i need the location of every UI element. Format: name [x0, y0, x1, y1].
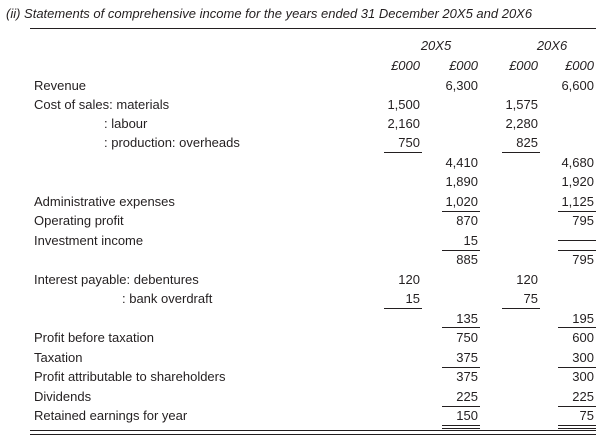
value-cell: 750 — [398, 135, 420, 150]
value-cell: 4,680 — [561, 155, 594, 170]
subtotal-rule — [384, 152, 422, 153]
value-cell: 225 — [456, 389, 478, 404]
top-rule — [30, 28, 596, 29]
row-label-profit-before-tax: Profit before taxation — [34, 330, 154, 345]
value-cell: 2,280 — [505, 116, 538, 131]
total-rule — [442, 425, 480, 426]
value-cell: 375 — [456, 369, 478, 384]
total-rule — [558, 428, 596, 429]
value-cell: 75 — [579, 408, 594, 423]
value-cell: 75 — [523, 291, 538, 306]
currency-header: £000 — [565, 58, 594, 73]
value-cell: 15 — [405, 291, 420, 306]
subtotal-rule — [442, 327, 480, 328]
value-cell: 1,125 — [561, 194, 594, 209]
subtotal-rule — [558, 327, 596, 328]
subtotal-rule — [558, 406, 596, 407]
value-cell: 225 — [572, 389, 594, 404]
value-cell: 1,020 — [445, 194, 478, 209]
nil-rule — [558, 240, 596, 241]
value-cell: 300 — [572, 369, 594, 384]
value-cell: 600 — [572, 330, 594, 345]
row-label-overheads: : production: overheads — [104, 135, 240, 150]
subtotal-rule — [502, 152, 540, 153]
row-label-dividends: Dividends — [34, 389, 92, 404]
currency-header: £000 — [449, 58, 478, 73]
row-label-investment-income: Investment income — [34, 233, 144, 248]
subtotal-rule — [558, 211, 596, 212]
row-label-bank-overdraft: : bank overdraft — [122, 291, 213, 306]
row-label-labour: : labour — [104, 116, 148, 131]
subtotal-rule — [442, 367, 480, 368]
currency-header: £000 — [509, 58, 538, 73]
value-cell: 6,600 — [561, 78, 594, 93]
value-cell: 1,890 — [445, 174, 478, 189]
row-label-retained-earnings: Retained earnings for year — [34, 408, 188, 423]
total-rule — [442, 428, 480, 429]
total-rule — [558, 425, 596, 426]
value-cell: 795 — [572, 213, 594, 228]
year-20x6-header: 20X6 — [536, 38, 568, 53]
subtotal-rule — [502, 308, 540, 309]
value-cell: 120 — [398, 272, 420, 287]
subtotal-rule — [442, 250, 480, 251]
value-cell: 120 — [516, 272, 538, 287]
year-20x5-header: 20X5 — [420, 38, 452, 53]
row-label-profit-attributable: Profit attributable to shareholders — [34, 369, 226, 384]
value-cell: 135 — [456, 311, 478, 326]
value-cell: 6,300 — [445, 78, 478, 93]
value-cell: 825 — [516, 135, 538, 150]
value-cell: 1,920 — [561, 174, 594, 189]
subtotal-rule — [442, 211, 480, 212]
value-cell: 750 — [456, 330, 478, 345]
statement-heading: (ii) Statements of comprehensive income for the years ended 31 December 20X5 and 20X6 — [6, 6, 533, 21]
bottom-rule — [30, 430, 596, 431]
subtotal-rule — [558, 367, 596, 368]
value-cell: 2,160 — [387, 116, 420, 131]
row-label-operating-profit: Operating profit — [34, 213, 124, 228]
bottom-rule — [30, 434, 596, 435]
subtotal-rule — [384, 308, 422, 309]
value-cell: 1,575 — [505, 97, 538, 112]
row-label-taxation: Taxation — [34, 350, 83, 365]
value-cell: 1,500 — [387, 97, 420, 112]
row-label-materials: Cost of sales: materials — [34, 97, 170, 112]
row-label-revenue: Revenue — [34, 78, 87, 93]
value-cell: 4,410 — [445, 155, 478, 170]
row-label-debentures: Interest payable: debentures — [34, 272, 199, 287]
value-cell: 375 — [456, 350, 478, 365]
value-cell: 795 — [572, 252, 594, 267]
subtotal-rule — [558, 250, 596, 251]
value-cell: 15 — [463, 233, 478, 248]
row-label-admin-expenses: Administrative expenses — [34, 194, 175, 209]
value-cell: 885 — [456, 252, 478, 267]
value-cell: 195 — [572, 311, 594, 326]
subtotal-rule — [442, 406, 480, 407]
value-cell: 150 — [456, 408, 478, 423]
value-cell: 870 — [456, 213, 478, 228]
value-cell: 300 — [572, 350, 594, 365]
currency-header: £000 — [391, 58, 420, 73]
